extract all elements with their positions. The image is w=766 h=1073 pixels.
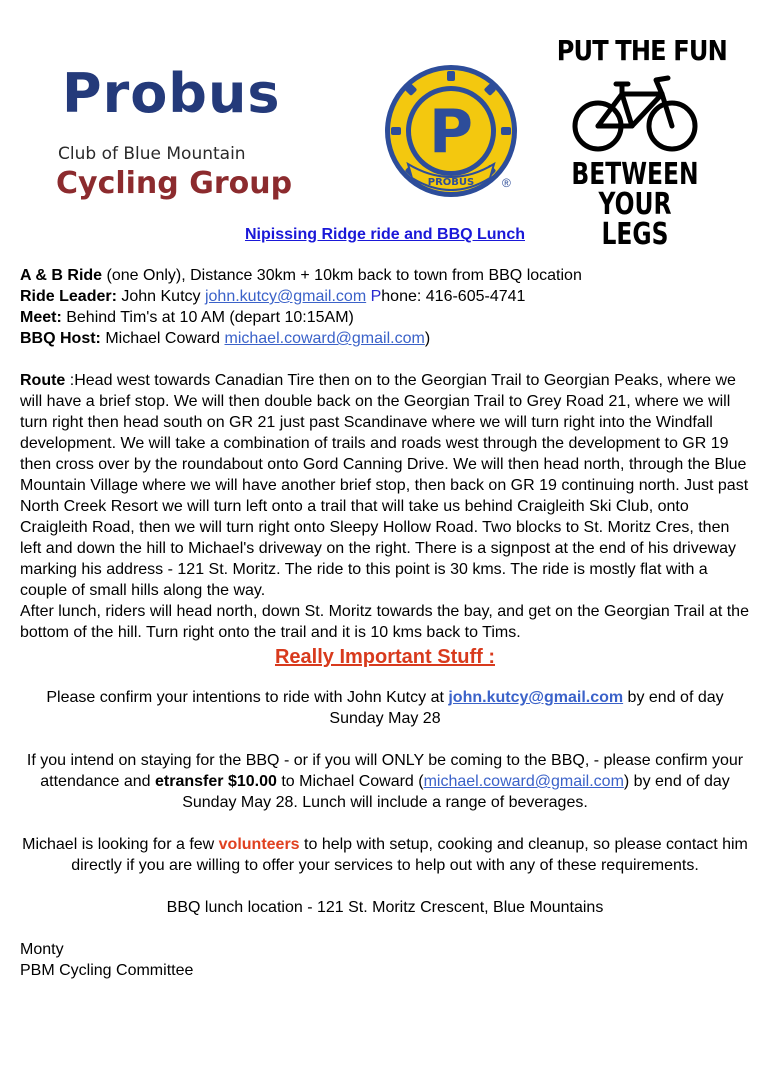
leader-label: Ride Leader: [20,288,117,305]
ride-label: A & B Ride [20,267,103,284]
registered-mark: ® [502,176,511,190]
location-line: BBQ lunch location - 121 St. Moritz Crescent, Blue Mountains [166,899,604,916]
put-the-fun-logo [544,34,726,250]
probus-logo [56,62,362,201]
host-label: BBQ Host: [20,330,101,347]
confirm-email-link[interactable]: john.kutcy@gmail.com [448,689,624,706]
ride-line [20,265,750,286]
route-text: :Head west towards Canadian Tire then on to the Georgian Trail to Georgian Peaks, where we will have a brief stop. We will then double back on the Georgian Trail to Grey Road 21, where we will turn right then head south on GR 21 just past Scandinave where we will turn right into the Windfall development. We will take a combination of trails and roads west through the development to GR 19 then cross over by the roundabout onto Gord Canning Drive. We will then head north, through the Blue Mountain Village where we will have another brief stop, then back on GR 19 continuing north. Just past North Creek Resort we will turn left onto a trail that will take us behind Craigleith Ski Club, onto Craigleith Road, then we will turn right onto Sleepy Hollow Road. Two blocks to St. Moritz Cres, then left and down the hill to Michael's driveway on the right. There is a signpost at the end of his driveway marking his address - 121 St. Moritz. The ride to this point is 30 kms. The ride is mostly flat with a couple of small hills along the way. [20,372,749,599]
host-name: Michael Coward [100,330,225,347]
fun-top-text: PUT THE FUN [556,34,727,67]
ride-text: (one Only), Distance 30km + 10km back to town from BBQ location [102,267,582,284]
event-title-link[interactable]: Nipissing Ridge ride and BBQ Lunch [244,226,525,243]
event-title [20,224,750,245]
bbq-mid: to Michael Coward ( [276,773,424,790]
bbq-pre: If you intend on staying for the BBQ - or if you will ONLY be coming to the BBQ, - please confirm your attendance and [26,752,744,790]
confirm-paragraph [20,687,750,729]
emblem-ribbon-text: PROBUS [427,177,475,188]
email-body [20,224,750,981]
fun-bottom-line-1: BETWEEN [571,157,699,192]
meet-line [20,307,750,328]
signoff-name: Monty [20,941,64,958]
fun-bottom-line-2: YOUR LEGS [598,187,672,252]
phone-p: P [370,288,382,305]
bbq-paragraph [20,750,750,813]
vol-pre: Michael is looking for a few [22,836,219,853]
host-line [20,328,750,349]
phone-text: hone: 416-605-4741 [381,288,526,305]
leader-name: John Kutcy [116,288,205,305]
meet-text: Behind Tim's at 10 AM (depart 10:15AM) [61,309,354,326]
emblem-letter: P [429,97,473,167]
ride-details [20,265,750,349]
volunteers-word: volunteers [218,836,300,853]
club-name: Club of Blue Mountain [58,144,246,164]
host-close: ) [424,330,431,347]
host-email-link[interactable]: michael.coward@gmail.com [224,330,425,347]
confirm-pre: Please confirm your intentions to ride with John Kutcy at [46,689,449,706]
cycling-group-name: Cycling Group [56,166,293,201]
probus-emblem-icon [380,60,522,202]
vol-post: to help with setup, cooking and cleanup, so please contact him directly if you are willing to offer your services to help out with any of these requirements. [71,836,748,874]
after-lunch-paragraph: After lunch, riders will head north, down St. Moritz towards the bay, and get on the Georgian Trail at the bottom of the hill. Turn right onto the trail and it is 10 kms back to Tims. [20,603,749,641]
important-heading: Really Important Stuff : [274,646,495,668]
bbq-email-link[interactable]: michael.coward@gmail.com [423,773,624,790]
confirm-post: by end of day Sunday May 28 [329,689,724,727]
leader-line [20,286,750,307]
bbq-post: ) by end of day Sunday May 28. Lunch will include a range of beverages. [182,773,730,811]
bicycle-icon [570,74,700,154]
signoff-committee: PBM Cycling Committee [20,962,194,979]
route-paragraph [20,370,750,601]
leader-email-link[interactable]: john.kutcy@gmail.com [204,288,367,305]
probus-wordmark: Probus [62,62,281,125]
meet-label: Meet: [20,309,62,326]
bbq-etransfer: etransfer $10.00 [155,773,277,790]
volunteer-paragraph [20,834,750,876]
route-label: Route [20,372,66,389]
